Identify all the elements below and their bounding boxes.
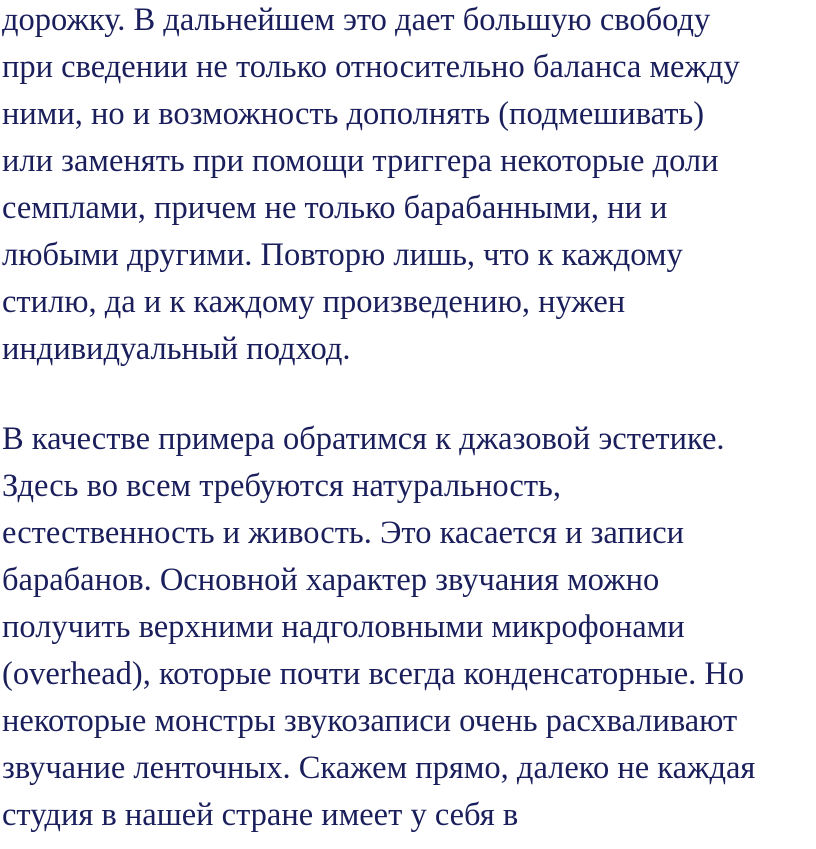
text-line: Здесь во всем требуются натуральность,	[2, 468, 562, 504]
text-line: или заменять при помощи триггера некоторые доли	[2, 143, 719, 179]
text-line: естественность и живость. Это касается и записи	[2, 515, 685, 551]
text-line: семплами, причем не только барабанными, ни и	[2, 190, 668, 226]
text-line: звучание ленточных. Скажем прямо, далеко не каждая	[2, 750, 756, 786]
text-line: (overhead), которые почти всегда конденсаторные. Но	[2, 656, 745, 692]
text-line: индивидуальный подход.	[2, 331, 351, 367]
text-line: студия в нашей стране имеет у себя в	[2, 797, 519, 833]
text-line: стилю, да и к каждому произведению, нужен	[2, 284, 626, 320]
text-line: получить верхними надголовными микрофонами	[2, 609, 685, 645]
text-line: барабанов. Основной характер звучания можно	[2, 562, 660, 598]
text-line: В качестве примера обратимся к джазовой эстетике.	[2, 421, 725, 457]
text-line: ними, но и возможность дополнять (подмешивать)	[2, 96, 705, 132]
text-line: некоторые монстры звукозаписи очень расхваливают	[2, 703, 738, 739]
text-line: дорожку. В дальнейшем это дает большую свободу	[2, 2, 711, 38]
text-line: при сведении не только относительно баланса между	[2, 49, 740, 85]
text-line: любыми другими. Повторю лишь, что к каждому	[2, 237, 683, 273]
